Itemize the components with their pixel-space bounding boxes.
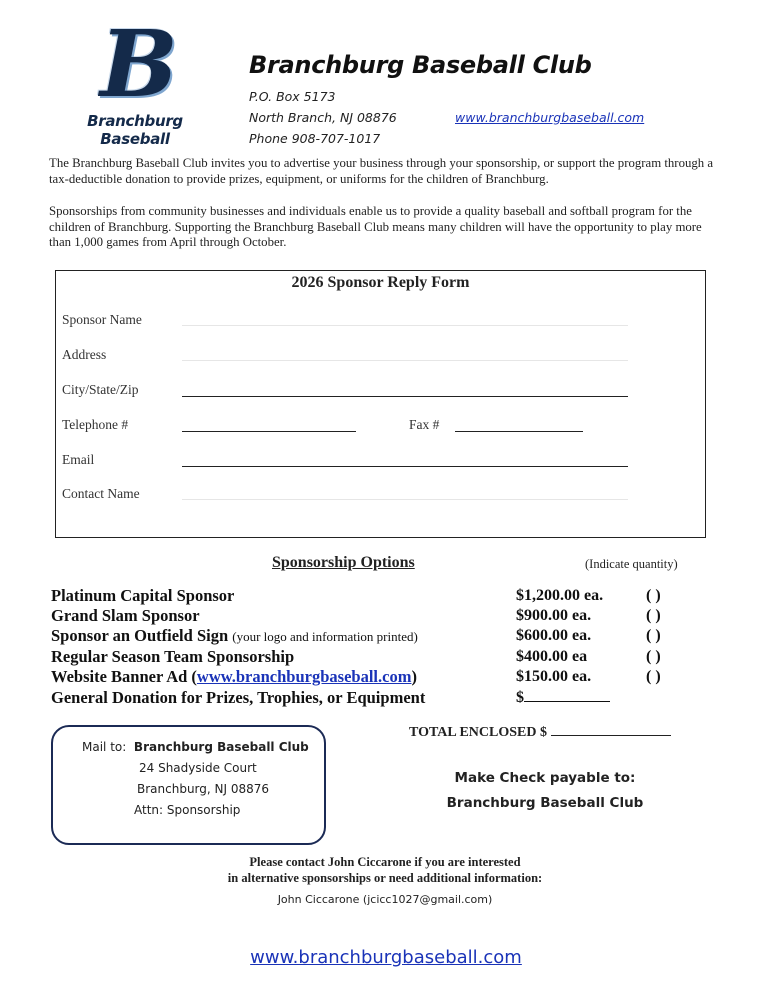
- mail-city: Branchburg, NJ 08876: [137, 782, 270, 796]
- sponsor-name-label: Sponsor Name: [62, 312, 142, 327]
- logo-letter: B: [100, 10, 178, 118]
- header-website-link[interactable]: www.branchburgbaseball.com: [455, 110, 645, 125]
- sponsor-name-field[interactable]: [182, 325, 628, 326]
- option-team-sponsorship: Regular Season Team Sponsorship: [51, 647, 295, 666]
- sponsor-reply-form: [55, 270, 706, 538]
- donation-amount-field[interactable]: [524, 689, 610, 702]
- qty-grand-slam[interactable]: ( ): [646, 607, 661, 624]
- check-payable-label: Make Check payable to:: [454, 770, 636, 786]
- mail-to-line: [82, 740, 309, 754]
- price-general-donation-symbol: $: [516, 689, 524, 706]
- price-platinum: $1,200.00 ea.: [516, 587, 604, 604]
- mail-to-name: Branchburg Baseball Club: [133, 740, 309, 754]
- price-general-donation: [516, 689, 610, 707]
- price-website-banner: $150.00 ea.: [516, 668, 592, 685]
- contact-email[interactable]: John Ciccarone (jcicc1027@gmail.com): [277, 893, 493, 906]
- email-field[interactable]: [182, 466, 628, 467]
- footer-website-link[interactable]: www.branchburgbaseball.com: [250, 947, 522, 968]
- city-state-zip-field[interactable]: [182, 396, 628, 397]
- fax-label: Fax #: [409, 417, 440, 432]
- address-city: North Branch, NJ 08876: [249, 110, 397, 125]
- option-website-banner-link[interactable]: www.branchburgbaseball.com: [196, 667, 412, 686]
- option-platinum: Platinum Capital Sponsor: [51, 586, 235, 605]
- intro-paragraph-1: The Branchburg Baseball Club invites you to advertise your business through your sponsorship, or support the program through a tax-deductible donation to provide prizes, equipment, or uniforms for the children of Branchburg.: [49, 156, 714, 186]
- club-title: Branchburg Baseball Club: [249, 51, 592, 79]
- check-payable-name: Branchburg Baseball Club: [446, 795, 644, 811]
- address-label: Address: [62, 347, 107, 362]
- city-state-zip-label: City/State/Zip: [62, 382, 139, 397]
- contact-line-2: in alternative sponsorships or need additional information:: [227, 871, 543, 885]
- club-logo: [52, 10, 218, 148]
- option-grand-slam: Grand Slam Sponsor: [51, 606, 200, 625]
- form-title: 2026 Sponsor Reply Form: [291, 274, 470, 291]
- contact-name-label: Contact Name: [62, 486, 140, 501]
- mail-street: 24 Shadyside Court: [139, 761, 257, 775]
- telephone-label: Telephone #: [62, 417, 129, 432]
- intro-paragraph-2: Sponsorships from community businesses and individuals enable us to provide a quality baseball and softball program for the children of Branchburg. Supporting the Branchburg Baseball Club means many children will have the opportunity to play more than 1,000 games from April through October.: [49, 204, 702, 249]
- option-general-donation: General Donation for Prizes, Trophies, or Equipment: [51, 688, 426, 707]
- total-enclosed-field[interactable]: [551, 724, 671, 736]
- qty-website-banner[interactable]: ( ): [646, 668, 661, 685]
- option-outfield-sign-name: Sponsor an Outfield Sign: [51, 626, 229, 645]
- option-website-banner-prefix: Website Banner Ad (: [51, 667, 197, 686]
- contact-line-1: Please contact John Ciccarone if you are interested: [249, 855, 521, 869]
- option-website-banner: [51, 667, 417, 687]
- indicate-quantity-note: (Indicate quantity): [585, 557, 678, 571]
- mail-attn: Attn: Sponsorship: [134, 803, 241, 817]
- fax-field[interactable]: [455, 431, 583, 432]
- contact-name-field[interactable]: [182, 499, 628, 500]
- option-outfield-sign: [51, 626, 418, 646]
- logo-text: Branchburg Baseball: [87, 112, 183, 148]
- price-outfield-sign: $600.00 ea.: [516, 627, 592, 644]
- sponsorship-options-heading: Sponsorship Options: [272, 554, 415, 571]
- option-website-banner-suffix: ): [411, 667, 417, 686]
- address-field[interactable]: [182, 360, 628, 361]
- price-grand-slam: $900.00 ea.: [516, 607, 592, 624]
- total-enclosed-label: TOTAL ENCLOSED $: [409, 725, 547, 740]
- option-outfield-sign-note: (your logo and information printed): [232, 629, 418, 644]
- qty-outfield-sign[interactable]: ( ): [646, 627, 661, 644]
- phone: Phone 908-707-1017: [249, 131, 381, 146]
- price-team-sponsorship: $400.00 ea: [516, 648, 588, 665]
- telephone-field[interactable]: [182, 431, 356, 432]
- mail-to-label: Mail to:: [82, 740, 127, 754]
- qty-team-sponsorship[interactable]: ( ): [646, 648, 661, 665]
- po-box: P.O. Box 5173: [249, 89, 336, 104]
- email-label: Email: [62, 452, 95, 467]
- qty-platinum[interactable]: ( ): [646, 587, 661, 604]
- total-enclosed: [409, 724, 671, 741]
